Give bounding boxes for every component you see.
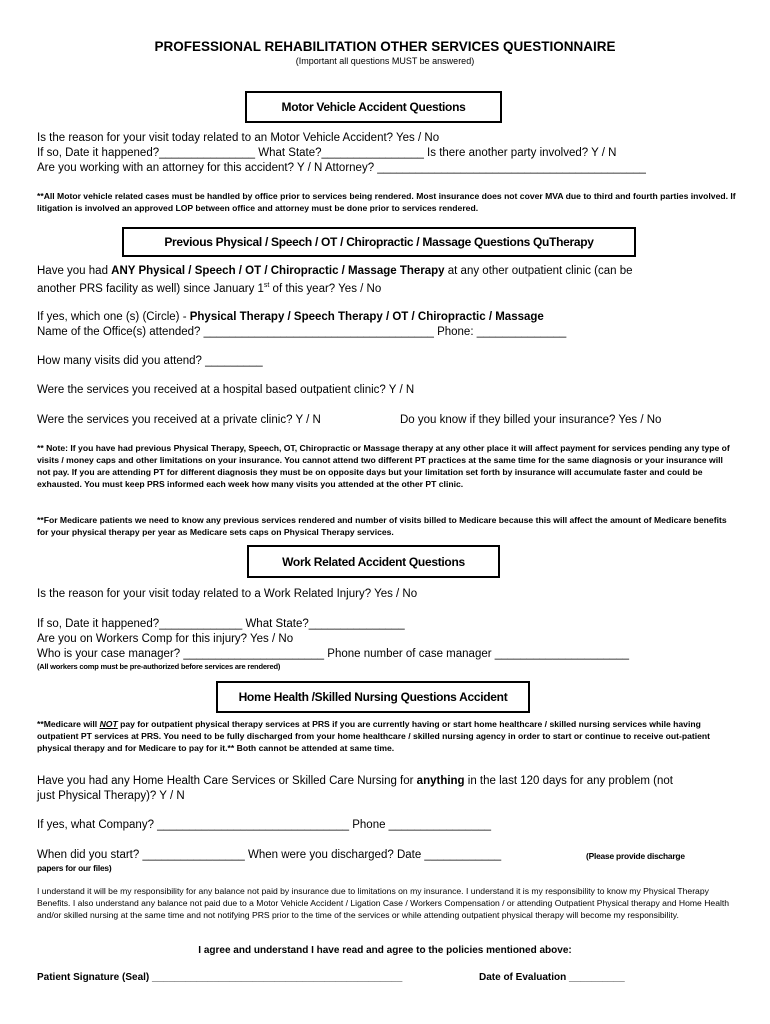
previous-question-billed-insurance: Do you know if they billed your insurance? Yes / No — [400, 414, 662, 426]
work-question-workers-comp: Are you on Workers Comp for this injury? Yes / No — [37, 633, 294, 645]
mva-section-heading: Motor Vehicle Accident Questions — [245, 91, 502, 123]
previous-note-medicare: **For Medicare patients we need to know any previous services rendered and number of visits billed to Medicare because this will affect the amount of Medicare benefits for your physical therapy per year as Medicare sets caps on Physical Therapy services. — [37, 515, 727, 537]
mva-question-reason: Is the reason for your visit today related to an Motor Vehicle Accident? Yes / No — [37, 132, 440, 144]
responsibility-statement: I understand it will be my responsibility for any balance not paid by insurance due to limitations on my insurance. I understand it is my responsibility to know my Physical Therapy Benefits. I also understand any balance not paid due to a Motor Vehicle Accident / Ligation Case / Workers Compensation / or attending Outpatient Physical therapy and Home Health and/or skilled nursing at the same time and not notifying PRS prior to the time of the services or while attending outpatient physical therapy will become my responsibility. — [37, 886, 730, 920]
work-section-heading: Work Related Accident Questions — [247, 545, 500, 578]
home-medicare-note: **Medicare will NOT pay for outpatient physical therapy services at PRS if you are currently having or start home healthcare / skilled nursing services while having outpatient PT services at PRS. You need to be fully discharged from your home healthcare / skilled nursing agency in order to start or continue to receive out-patient physical therapy and for Medicare to pay for it.** Both cannot be attended at same time. — [37, 719, 710, 753]
previous-question-which-one: If yes, which one (s) (Circle) - Physical Therapy / Speech Therapy / OT / Chiropractic / Massage — [37, 311, 544, 323]
mva-note: **All Motor vehicle related cases must be handled by office prior to services being rendered. Most insurance does not cover MVA due to third and fourth parties involved. If litigation is involved an approved LOP between office and attorney must be done prior to services rendered. — [37, 191, 736, 213]
mva-question-attorney: Are you working with an attorney for this accident? Y / N Attorney? __________________________________________ — [37, 162, 646, 174]
work-note: (All workers comp must be pre-authorized before services are rendered) — [37, 662, 281, 671]
previous-question-since-january: another PRS facility as well) since January 1st of this year? Yes / No — [37, 282, 382, 295]
page-title: PROFESSIONAL REHABILITATION OTHER SERVICES QUESTIONNAIRE — [154, 39, 616, 54]
previous-question-hospital-clinic: Were the services you received at a hospital based outpatient clinic? Y / N — [37, 384, 415, 396]
previous-section-heading: Previous Physical / Speech / OT / Chiropractic / Massage Questions QuTherapy — [122, 227, 636, 257]
home-question-company: If yes, what Company? ______________________________ Phone ________________ — [37, 819, 492, 831]
mva-question-date: If so, Date it happened?_______________ What State?________________ Is there another party involved? Y / N — [37, 147, 617, 159]
page-subtitle: (Important all questions MUST be answered) — [295, 56, 475, 66]
work-question-case-manager: Who is your case manager? ______________________ Phone number of case manager _____________________ — [37, 648, 630, 660]
agreement-statement: I agree and understand I have read and agree to the policies mentioned above: — [198, 945, 572, 956]
home-discharge-note-line2: papers for our files) — [37, 863, 112, 873]
previous-question-any-therapy: Have you had ANY Physical / Speech / OT / Chiropractic / Massage Therapy at any other outpatient clinic (can be — [37, 265, 633, 277]
patient-signature-line[interactable]: Patient Signature (Seal) _____________________________________________ — [37, 972, 403, 983]
date-of-evaluation-line[interactable]: Date of Evaluation __________ — [479, 972, 625, 983]
work-question-date: If so, Date it happened?_____________ What State?_______________ — [37, 618, 405, 630]
home-section-heading: Home Health /Skilled Nursing Questions Accident — [216, 681, 530, 713]
home-question-dates: When did you start? ________________ When were you discharged? Date ____________ — [37, 849, 502, 861]
previous-note-limitations: ** Note: If you have had previous Physical Therapy, Speech, OT, Chiropractic or Massage therapy at any other place it will affect payment for services pending any type of visits / money caps and other limitations on your insurance. You cannot attend two different PT practices at the same time for the same diagnosis or your insurance will not pay. If you are attending PT for different diagnosis they must be on opposite days but your limitation set forth by insurance will accumulate faster and could be exhausted. You must keep PRS informed each week how many visits you attended at the other PT clinic. — [37, 443, 730, 489]
home-question-services-line2: just Physical Therapy)? Y / N — [37, 790, 185, 802]
previous-question-private-clinic: Were the services you received at a private clinic? Y / N — [37, 414, 321, 426]
home-question-services: Have you had any Home Health Care Services or Skilled Care Nursing for anything in the last 120 days for any problem (not — [37, 775, 673, 787]
home-discharge-note: (Please provide discharge — [586, 851, 685, 861]
previous-question-visit-count: How many visits did you attend? _________ — [37, 355, 263, 367]
previous-question-office-name: Name of the Office(s) attended? ____________________________________ Phone: ______________ — [37, 326, 567, 338]
work-question-reason: Is the reason for your visit today related to a Work Related Injury? Yes / No — [37, 588, 418, 600]
